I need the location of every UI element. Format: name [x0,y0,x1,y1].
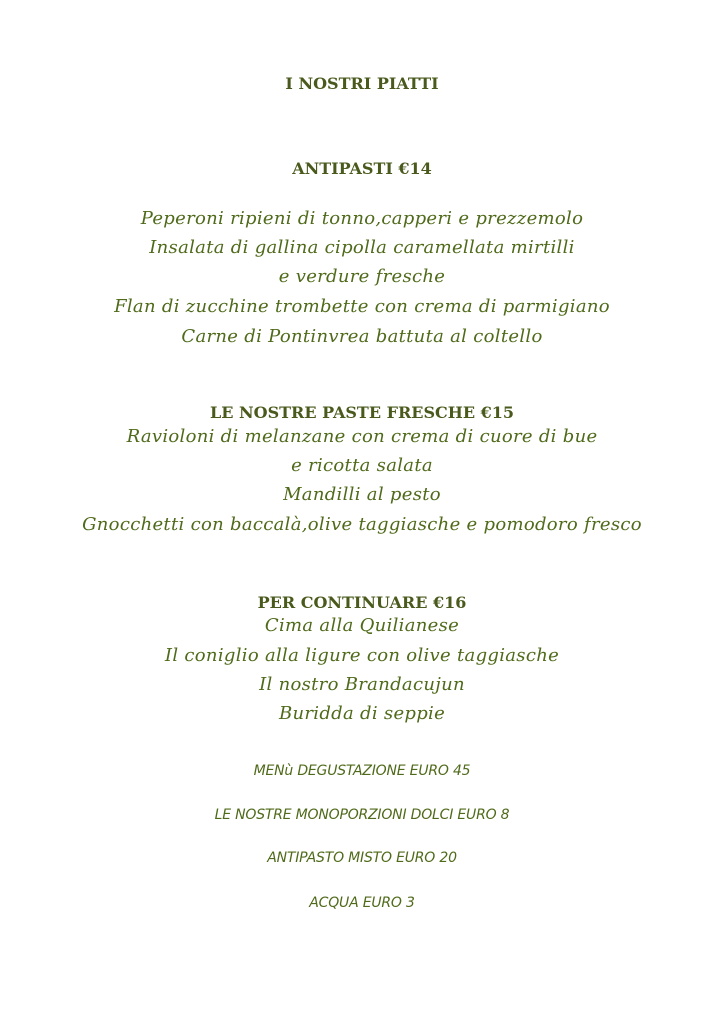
extra-line-acqua: ACQUA EURO 3 [309,895,415,911]
dish-line: Carne di Pontinvrea battuta al coltello [181,326,543,347]
dish-line: e ricotta salata [291,455,433,476]
dish-line: Il nostro Brandacujun [259,674,465,695]
section-heading-antipasti: ANTIPASTI €14 [292,159,432,178]
dish-line: Flan di zucchine trombette con crema di parmigiano [114,296,610,317]
extra-line-menu-degustazione: MENù DEGUSTAZIONE EURO 45 [253,763,471,779]
dish-line: Insalata di gallina cipolla caramellata mirtilli [149,237,575,258]
section-heading-per-continuare: PER CONTINUARE €16 [257,593,467,612]
dish-line: Cima alla Quilianese [264,615,460,636]
dish-line: Ravioloni di melanzane con crema di cuore di bue [126,426,598,447]
dish-line: e verdure fresche [278,266,446,287]
dish-line: Mandilli al pesto [283,484,441,505]
dish-line: Buridda di seppie [278,703,446,724]
menu-title: I NOSTRI PIATTI [285,74,439,93]
dish-line: Il coniglio alla ligure con olive taggiasche [164,645,560,666]
section-heading-paste-fresche: LE NOSTRE PASTE FRESCHE €15 [209,403,515,422]
dish-line: Peperoni ripieni di tonno,capperi e prezzemolo [140,208,584,229]
extra-line-antipasto-misto: ANTIPASTO MISTO EURO 20 [267,850,457,866]
extra-line-monoporzioni-dolci: LE NOSTRE MONOPORZIONI DOLCI EURO 8 [214,807,510,823]
dish-line: Gnocchetti con baccalà,olive taggiasche e pomodoro fresco [82,514,642,535]
